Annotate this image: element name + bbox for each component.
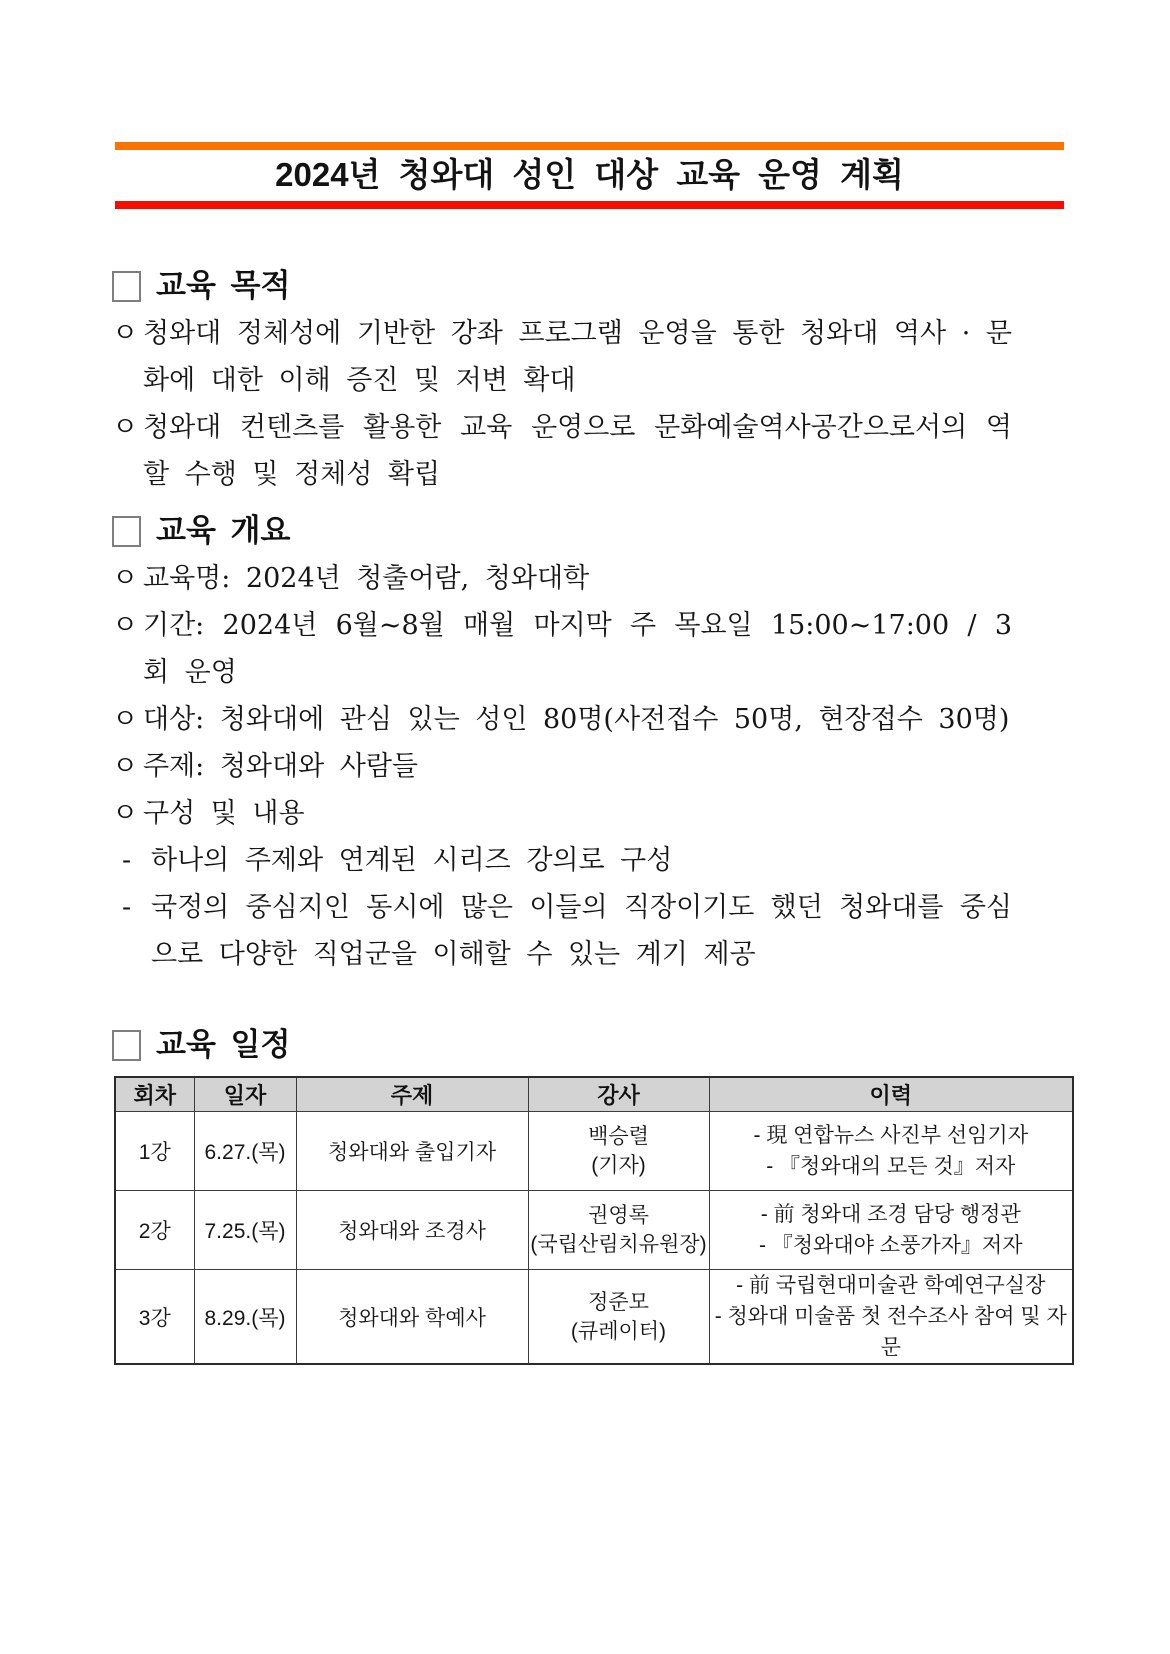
bullet-item bbox=[112, 743, 1012, 790]
lecturer-title: (국립산림치유원장) bbox=[530, 1233, 707, 1256]
section-heading-purpose bbox=[112, 265, 1012, 307]
bullet-marker: ㅇ bbox=[112, 751, 139, 782]
bullet-item bbox=[112, 310, 1012, 404]
cell-session: 1강 bbox=[115, 1112, 194, 1191]
bullet-text: 주제: 청와대와 사람들 bbox=[143, 751, 418, 782]
cell-career bbox=[709, 1191, 1073, 1270]
cell-date: 7.25.(목) bbox=[194, 1191, 296, 1270]
section-marker-square-icon bbox=[112, 516, 141, 547]
cell-topic: 청와대와 조경사 bbox=[296, 1191, 528, 1270]
section-marker-square-icon bbox=[112, 1030, 141, 1061]
bullet-marker: ㅇ bbox=[112, 610, 139, 641]
purpose-items bbox=[112, 310, 1012, 498]
cell-topic: 청와대와 출입기자 bbox=[296, 1112, 528, 1191]
schedule-table bbox=[114, 1076, 1074, 1365]
col-header-date: 일자 bbox=[194, 1077, 296, 1112]
section-heading-label: 교육 일정 bbox=[156, 1027, 291, 1062]
cell-career bbox=[709, 1270, 1073, 1365]
bullet-marker: ㅇ bbox=[112, 318, 139, 349]
cell-topic: 청와대와 학예사 bbox=[296, 1270, 528, 1365]
bullet-text: 국정의 중심지인 동시에 많은 이들의 직장이기도 했던 청와대를 중심으로 다양한 직업군을 이해할 수 있는 계기 제공 bbox=[151, 892, 1012, 970]
col-header-lecturer: 강사 bbox=[528, 1077, 709, 1112]
col-header-topic: 주제 bbox=[296, 1077, 528, 1112]
cell-date: 8.29.(목) bbox=[194, 1270, 296, 1365]
section-heading-label: 교육 개요 bbox=[156, 513, 291, 548]
bullet-item bbox=[122, 884, 1012, 978]
bullet-text: 교육명: 2024년 청출어람, 청와대학 bbox=[143, 563, 590, 594]
bullet-text: 기간: 2024년 6월~8월 매월 마지막 주 목요일 15:00~17:00 / 3회 운영 bbox=[143, 610, 1012, 688]
lecturer-name: 정준모 bbox=[588, 1290, 649, 1314]
cell-lecturer bbox=[528, 1270, 709, 1365]
title-top-bar bbox=[115, 142, 1064, 150]
section-heading-label: 교육 목적 bbox=[156, 268, 291, 303]
bullet-text: 대상: 청와대에 관심 있는 성인 80명(사전접수 50명, 현장접수 30명) bbox=[143, 704, 1010, 735]
overview-items bbox=[112, 555, 1012, 978]
title-banner bbox=[115, 142, 1064, 209]
career-line: - 청와대 미술품 첫 전수조사 참여 및 자문 bbox=[714, 1305, 1067, 1359]
lecturer-name: 백승렬 bbox=[588, 1125, 649, 1148]
bullet-text: 하나의 주제와 연계된 시리즈 강의로 구성 bbox=[151, 845, 673, 876]
table-row bbox=[115, 1270, 1073, 1365]
bullet-marker: ㅇ bbox=[112, 798, 139, 829]
table-row bbox=[115, 1112, 1073, 1191]
bullet-marker: ㅇ bbox=[112, 412, 139, 443]
bullet-marker: ㅇ bbox=[112, 563, 139, 594]
dash-marker: - bbox=[122, 892, 132, 923]
section-heading-schedule bbox=[112, 1024, 1012, 1066]
cell-lecturer bbox=[528, 1191, 709, 1270]
bullet-marker: ㅇ bbox=[112, 704, 139, 735]
cell-career bbox=[709, 1112, 1073, 1191]
lecturer-title: (큐레이터) bbox=[570, 1319, 667, 1343]
page-title: 2024년 청와대 성인 대상 교육 운영 계획 bbox=[275, 156, 904, 193]
bullet-text: 청와대 컨텐츠를 활용한 교육 운영으로 문화예술역사공간으로서의 역할 수행 및 정체성 확립 bbox=[143, 412, 1012, 490]
table-row bbox=[115, 1191, 1073, 1270]
lecturer-name: 권영록 bbox=[588, 1204, 649, 1227]
bullet-text: 구성 및 내용 bbox=[143, 798, 305, 829]
col-header-session: 회차 bbox=[115, 1077, 194, 1112]
cell-session: 3강 bbox=[115, 1270, 194, 1365]
bullet-item bbox=[112, 790, 1012, 837]
career-line: - 前 국립현대미술관 학예연구실장 bbox=[736, 1274, 1046, 1297]
col-header-career: 이력 bbox=[709, 1077, 1073, 1112]
bullet-item bbox=[112, 404, 1012, 498]
bullet-item bbox=[112, 696, 1012, 743]
table-header-row bbox=[115, 1077, 1073, 1112]
cell-session: 2강 bbox=[115, 1191, 194, 1270]
lecturer-title: (기자) bbox=[591, 1154, 646, 1177]
dash-marker: - bbox=[122, 845, 132, 876]
document-body bbox=[0, 265, 1170, 1365]
bullet-item bbox=[112, 555, 1012, 602]
cell-lecturer bbox=[528, 1112, 709, 1191]
bullet-item bbox=[112, 602, 1012, 696]
career-line: - 現 연합뉴스 사진부 선임기자 bbox=[753, 1124, 1028, 1147]
cell-date: 6.27.(목) bbox=[194, 1112, 296, 1191]
bullet-item bbox=[122, 837, 1012, 884]
career-line: - 『청와대의 모든 것』저자 bbox=[766, 1155, 1016, 1178]
bullet-text: 청와대 정체성에 기반한 강좌 프로그램 운영을 통한 청와대 역사 · 문화에 대한 이해 증진 및 저변 확대 bbox=[143, 318, 1012, 396]
career-line: - 『청와대야 소풍가자』저자 bbox=[758, 1234, 1023, 1257]
title-bottom-bar bbox=[115, 201, 1064, 209]
section-marker-square-icon bbox=[112, 271, 141, 302]
career-line: - 前 청와대 조경 담당 행정관 bbox=[760, 1203, 1021, 1226]
section-heading-overview bbox=[112, 510, 1012, 552]
